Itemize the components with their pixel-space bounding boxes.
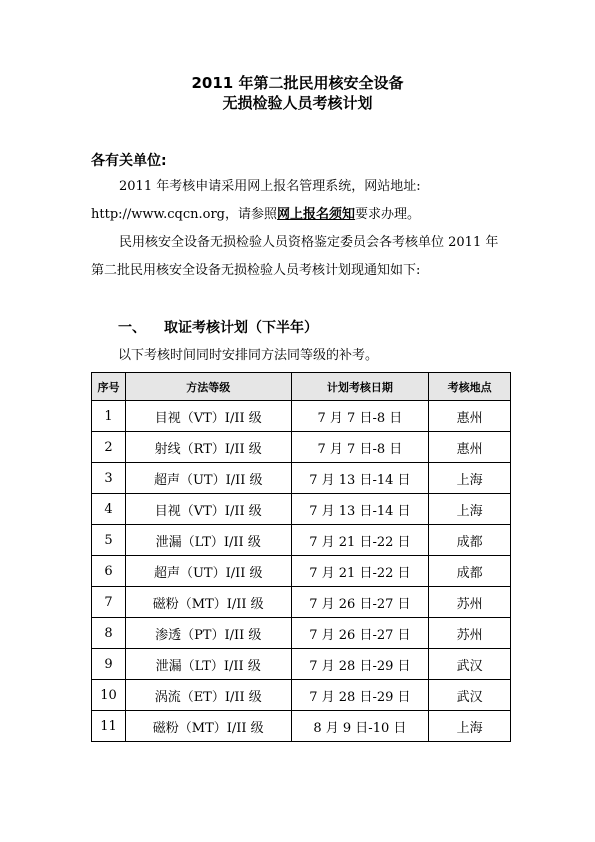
cell-method: 泄漏（LT）I/II 级 [125, 649, 291, 680]
cell-number: 7 [92, 587, 126, 618]
cell-method: 超声（UT）I/II 级 [125, 556, 291, 587]
table-row [92, 587, 511, 618]
table-body [92, 401, 511, 742]
paragraph-text: 2011 年考核申请采用网上报名管理系统，网站地址: http://www.cqcn.org，请参照 [91, 179, 421, 222]
table-row [92, 401, 511, 432]
table-row [92, 525, 511, 556]
cell-number: 2 [92, 432, 126, 463]
table-row [92, 556, 511, 587]
paragraph-text: 民用核安全设备无损检验人员资格鉴定委员会各考核单位 2011 年第二批民用核安全设备无损检验人员考核计划现通知如下: [91, 235, 499, 278]
cell-date: 7 月 26 日-27 日 [291, 587, 429, 618]
cell-number: 8 [92, 618, 126, 649]
cell-method: 射线（RT）I/II 级 [125, 432, 291, 463]
cell-location: 上海 [429, 494, 511, 525]
paragraph-text-end: 要求办理。 [355, 207, 421, 222]
paragraph-notice [91, 229, 511, 285]
table-row [92, 711, 511, 742]
table-row [92, 432, 511, 463]
cell-number: 3 [92, 463, 126, 494]
cell-location: 成都 [429, 525, 511, 556]
cell-method: 超声（UT）I/II 级 [125, 463, 291, 494]
section-title: 取证考核计划（下半年） [164, 320, 318, 336]
cell-date: 8 月 9 日-10 日 [291, 711, 429, 742]
cell-date: 7 月 28 日-29 日 [291, 649, 429, 680]
section-number: 一、 [118, 320, 146, 336]
cell-location: 惠州 [429, 401, 511, 432]
document-title-line1: 2011 年第二批民用核安全设备 [191, 74, 404, 92]
header-cell-location: 考核地点 [429, 373, 511, 401]
cell-method: 磁粉（MT）I/II 级 [125, 711, 291, 742]
cell-location: 苏州 [429, 618, 511, 649]
cell-location: 上海 [429, 711, 511, 742]
paragraph-registration [91, 173, 511, 229]
cell-date: 7 月 13 日-14 日 [291, 463, 429, 494]
cell-number: 6 [92, 556, 126, 587]
cell-number: 9 [92, 649, 126, 680]
cell-location: 上海 [429, 463, 511, 494]
table-row [92, 494, 511, 525]
header-cell-method: 方法等级 [125, 373, 291, 401]
cell-method: 涡流（ET）I/II 级 [125, 680, 291, 711]
table-header-row [92, 373, 511, 401]
cell-number: 5 [92, 525, 126, 556]
cell-location: 惠州 [429, 432, 511, 463]
table-row [92, 618, 511, 649]
exam-schedule-table [91, 372, 511, 742]
cell-number: 10 [92, 680, 126, 711]
cell-location: 武汉 [429, 649, 511, 680]
cell-date: 7 月 28 日-29 日 [291, 680, 429, 711]
table-row [92, 680, 511, 711]
cell-method: 泄漏（LT）I/II 级 [125, 525, 291, 556]
section-note: 以下考核时间同时安排同方法同等级的补考。 [118, 348, 379, 363]
cell-method: 渗透（PT）I/II 级 [125, 618, 291, 649]
cell-location: 武汉 [429, 680, 511, 711]
cell-method: 目视（VT）I/II 级 [125, 494, 291, 525]
registration-notice-link[interactable]: 网上报名须知 [277, 207, 356, 222]
cell-method: 磁粉（MT）I/II 级 [125, 587, 291, 618]
header-cell-date: 计划考核日期 [291, 373, 429, 401]
cell-date: 7 月 21 日-22 日 [291, 556, 429, 587]
cell-number: 4 [92, 494, 126, 525]
header-cell-number: 序号 [92, 373, 126, 401]
cell-date: 7 月 7 日-8 日 [291, 432, 429, 463]
salutation: 各有关单位: [91, 153, 167, 169]
cell-date: 7 月 21 日-22 日 [291, 525, 429, 556]
cell-number: 11 [92, 711, 126, 742]
cell-number: 1 [92, 401, 126, 432]
cell-date: 7 月 7 日-8 日 [291, 401, 429, 432]
section-heading [118, 317, 318, 337]
cell-method: 目视（VT）I/II 级 [125, 401, 291, 432]
cell-date: 7 月 26 日-27 日 [291, 618, 429, 649]
table-row [92, 649, 511, 680]
cell-location: 成都 [429, 556, 511, 587]
cell-date: 7 月 13 日-14 日 [291, 494, 429, 525]
document-title-line2: 无损检验人员考核计划 [222, 94, 373, 112]
table-row [92, 463, 511, 494]
cell-location: 苏州 [429, 587, 511, 618]
